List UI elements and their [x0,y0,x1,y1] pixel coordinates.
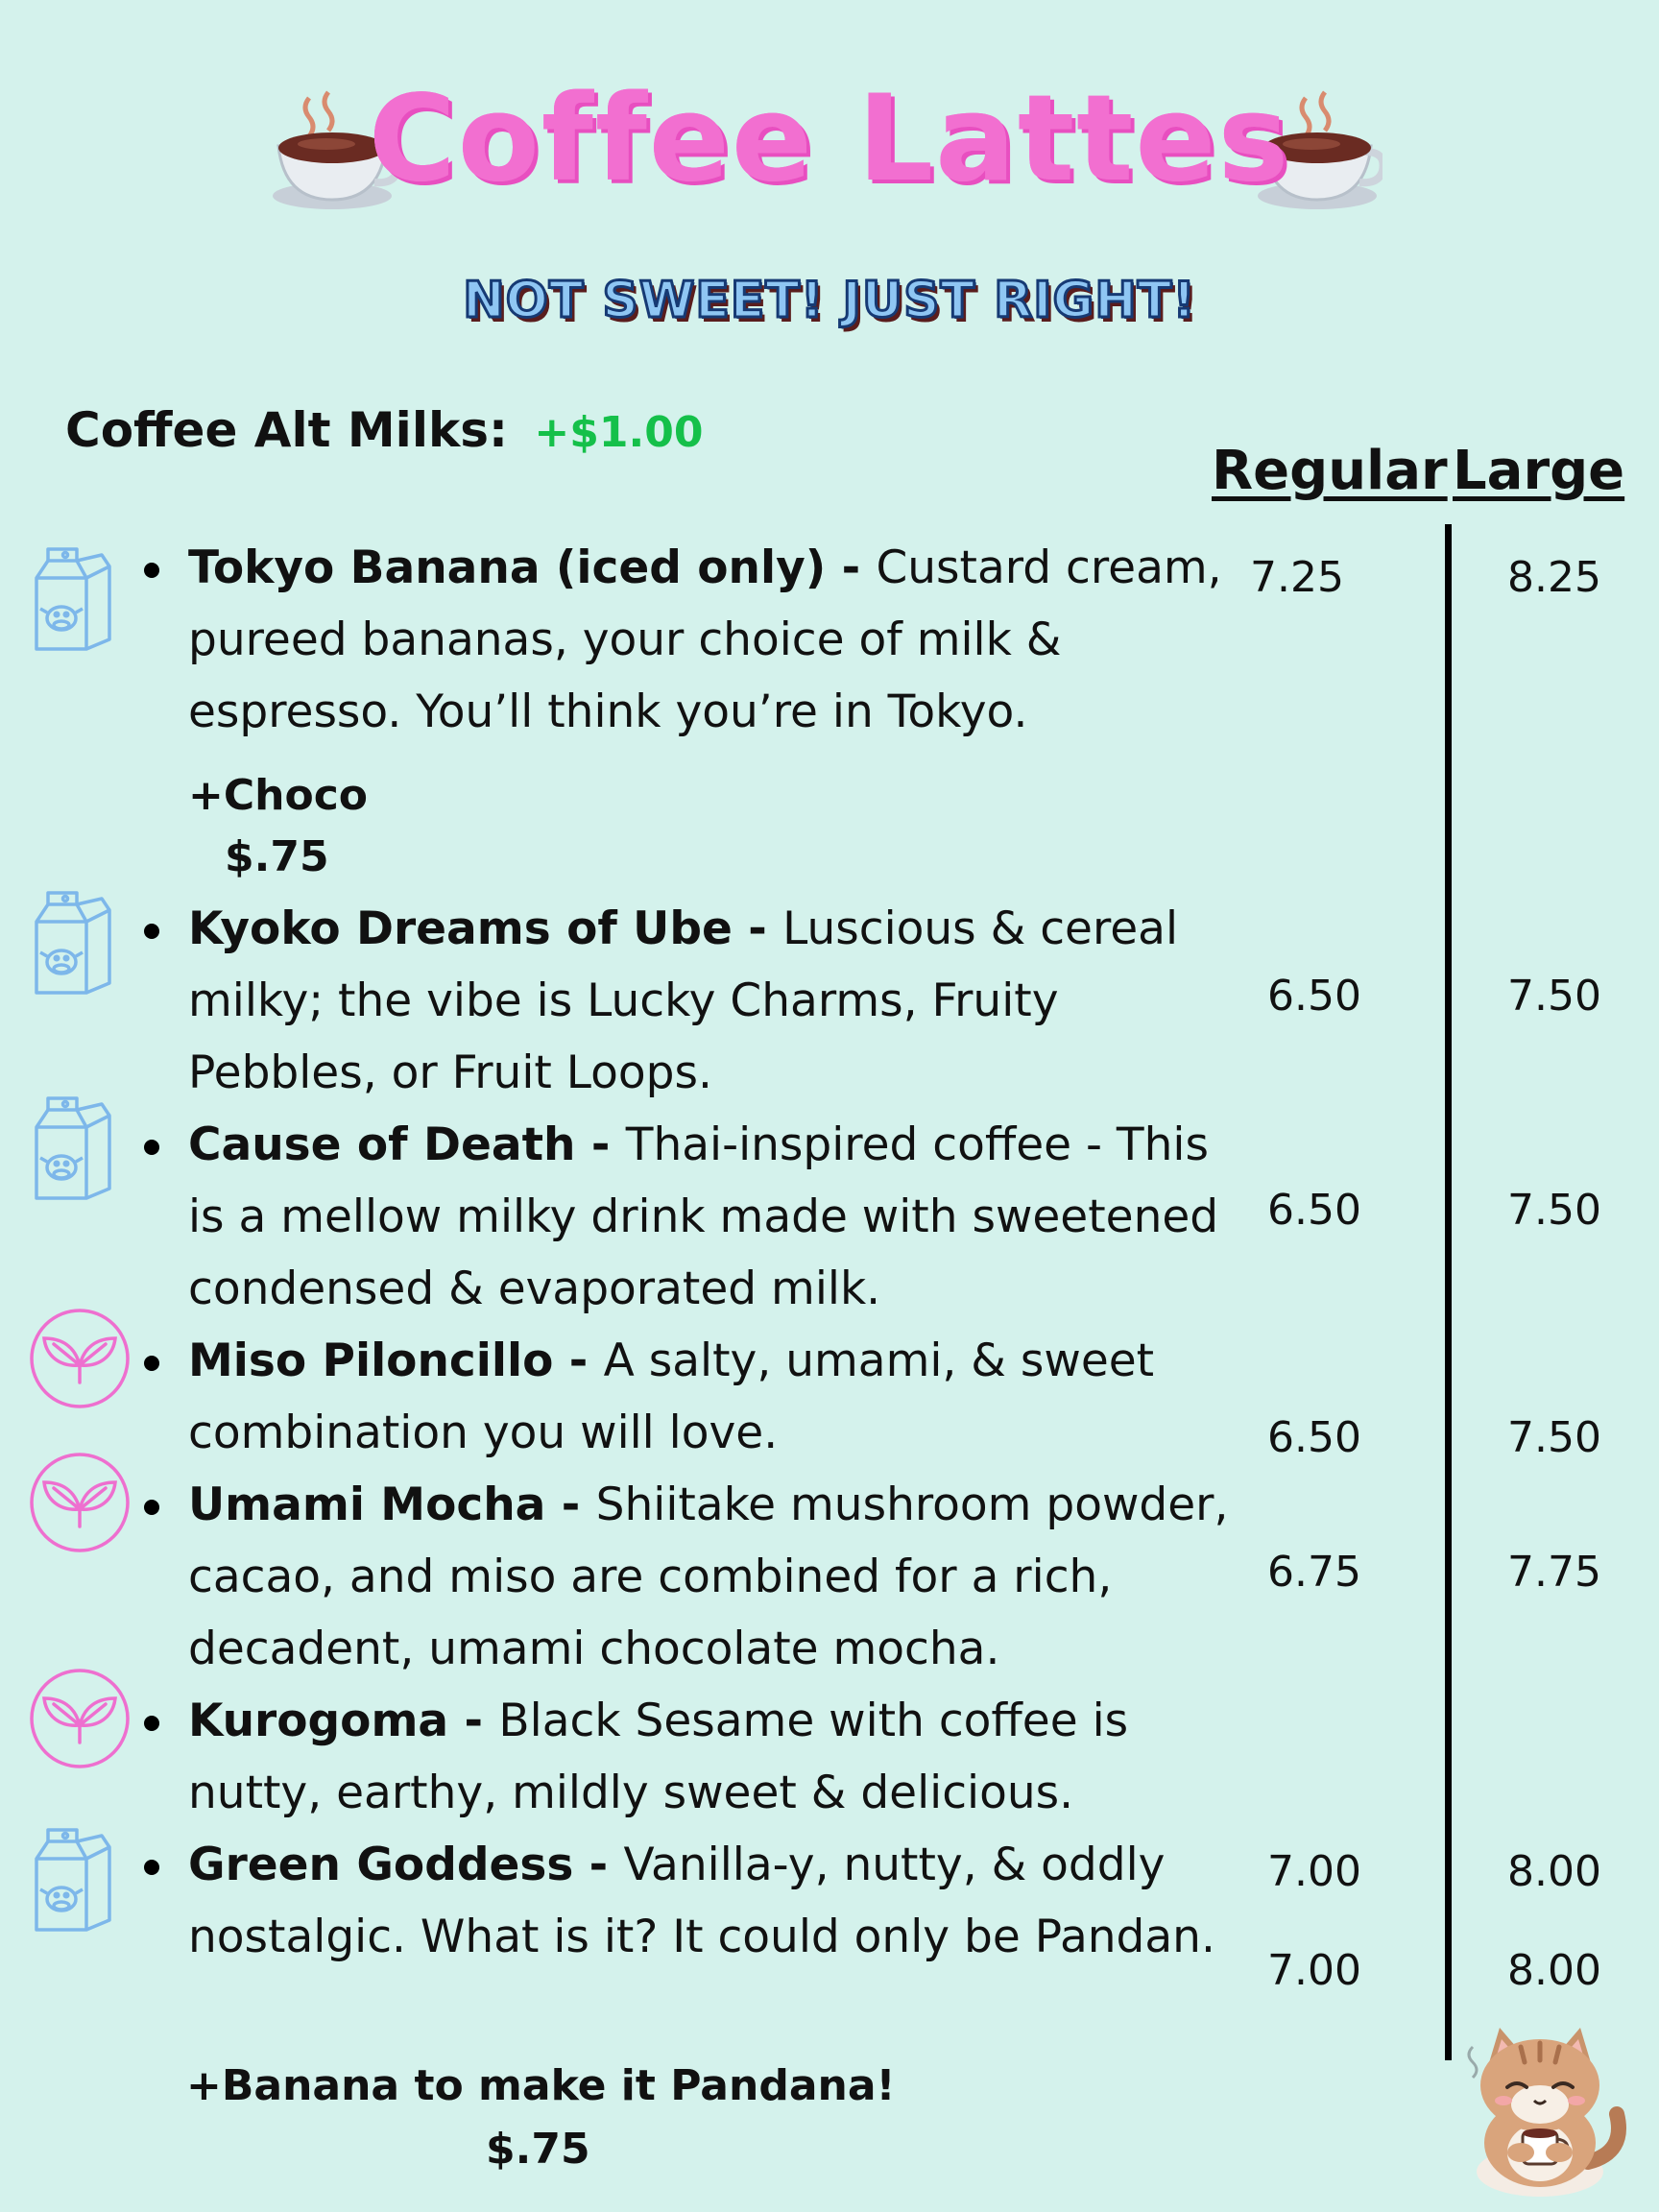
column-divider [1445,524,1452,2060]
price-large: 7.50 [1507,1413,1601,1462]
menu-item [144,532,1248,748]
menu-item [144,1829,1219,1973]
price-regular: 7.00 [1267,1946,1361,1995]
bullet [144,1356,159,1371]
bullet [144,1140,159,1155]
item-description: Shiitake mushroom powder, cacao, and miso are combined for a rich, decadent, umami chocolate mocha. [188,1479,1229,1675]
price-large: 7.50 [1507,1186,1601,1235]
column-header-large: Large [1453,440,1625,502]
price-large: 8.00 [1507,1847,1601,1896]
item-name: Cause of Death - [188,1118,626,1171]
item-name: Green Goddess - [188,1839,624,1891]
item-description: Black Sesame with coffee is nutty, earthy, mildly sweet & delicious. [188,1695,1129,1819]
menu-item [144,1685,1238,1829]
bullet [144,1716,159,1731]
item-name: Kurogoma - [188,1695,499,1747]
page-subtitle: NOT SWEET! JUST RIGHT! [463,272,1196,329]
alt-milks-price: +$1.00 [534,408,704,457]
price-regular: 7.25 [1250,553,1344,602]
item-description: Custard cream, pureed bananas, your choice of milk & espresso. You’ll think you’re in Tokyo. [188,541,1222,738]
milk-carton-icon [27,883,119,998]
cat-with-coffee-icon [1444,2008,1636,2200]
menu-item [144,893,1219,1109]
milk-carton-icon [27,540,119,655]
price-regular: 6.50 [1267,1413,1361,1462]
bullet [144,924,159,939]
milk-carton-icon [27,1089,119,1204]
item-description: Vanilla-y, nutty, & oddly nostalgic. What is it? It could only be Pandan. [188,1839,1215,1963]
bullet [144,1500,159,1515]
alt-milks-note [65,399,703,461]
addon-label: +Banana to make it Pandana! [186,2061,896,2110]
menu-item [144,1325,1200,1469]
price-large: 7.50 [1507,972,1601,1021]
menu-item [144,1469,1258,1685]
item-name: Kyoko Dreams of Ube - [188,902,783,955]
page-title: Coffee Lattes [368,70,1291,208]
addon-price: $.75 [486,2125,590,2174]
item-description: Luscious & cereal milky; the vibe is Lucky Charms, Fruity Pebbles, or Fruit Loops. [188,902,1179,1099]
vegan-leaf-icon [27,1306,132,1411]
addon-price: $.75 [225,832,329,881]
price-regular: 7.00 [1267,1847,1361,1896]
vegan-leaf-icon [27,1450,132,1555]
item-description: Thai-inspired coffee - This is a mellow milky drink made with sweetened condensed & evaporated milk. [188,1118,1219,1315]
item-name: Tokyo Banana (iced only) - [188,541,877,594]
price-regular: 6.75 [1267,1548,1361,1597]
alt-milks-label: Coffee Alt Milks: [65,402,508,458]
milk-carton-icon [27,1820,119,1936]
bullet [144,563,159,578]
price-regular: 6.50 [1267,1186,1361,1235]
item-description: A salty, umami, & sweet combination you will love. [188,1334,1155,1459]
menu-item [144,1109,1238,1325]
bullet [144,1860,159,1875]
item-name: Miso Piloncillo - [188,1334,604,1387]
price-regular: 6.50 [1267,972,1361,1021]
item-name: Umami Mocha - [188,1479,596,1531]
price-large: 8.25 [1507,553,1601,602]
vegan-leaf-icon [27,1666,132,1771]
price-large: 7.75 [1507,1548,1601,1597]
price-large: 8.00 [1507,1946,1601,1995]
column-header-regular: Regular [1212,440,1448,502]
addon-label: +Choco [188,771,369,820]
